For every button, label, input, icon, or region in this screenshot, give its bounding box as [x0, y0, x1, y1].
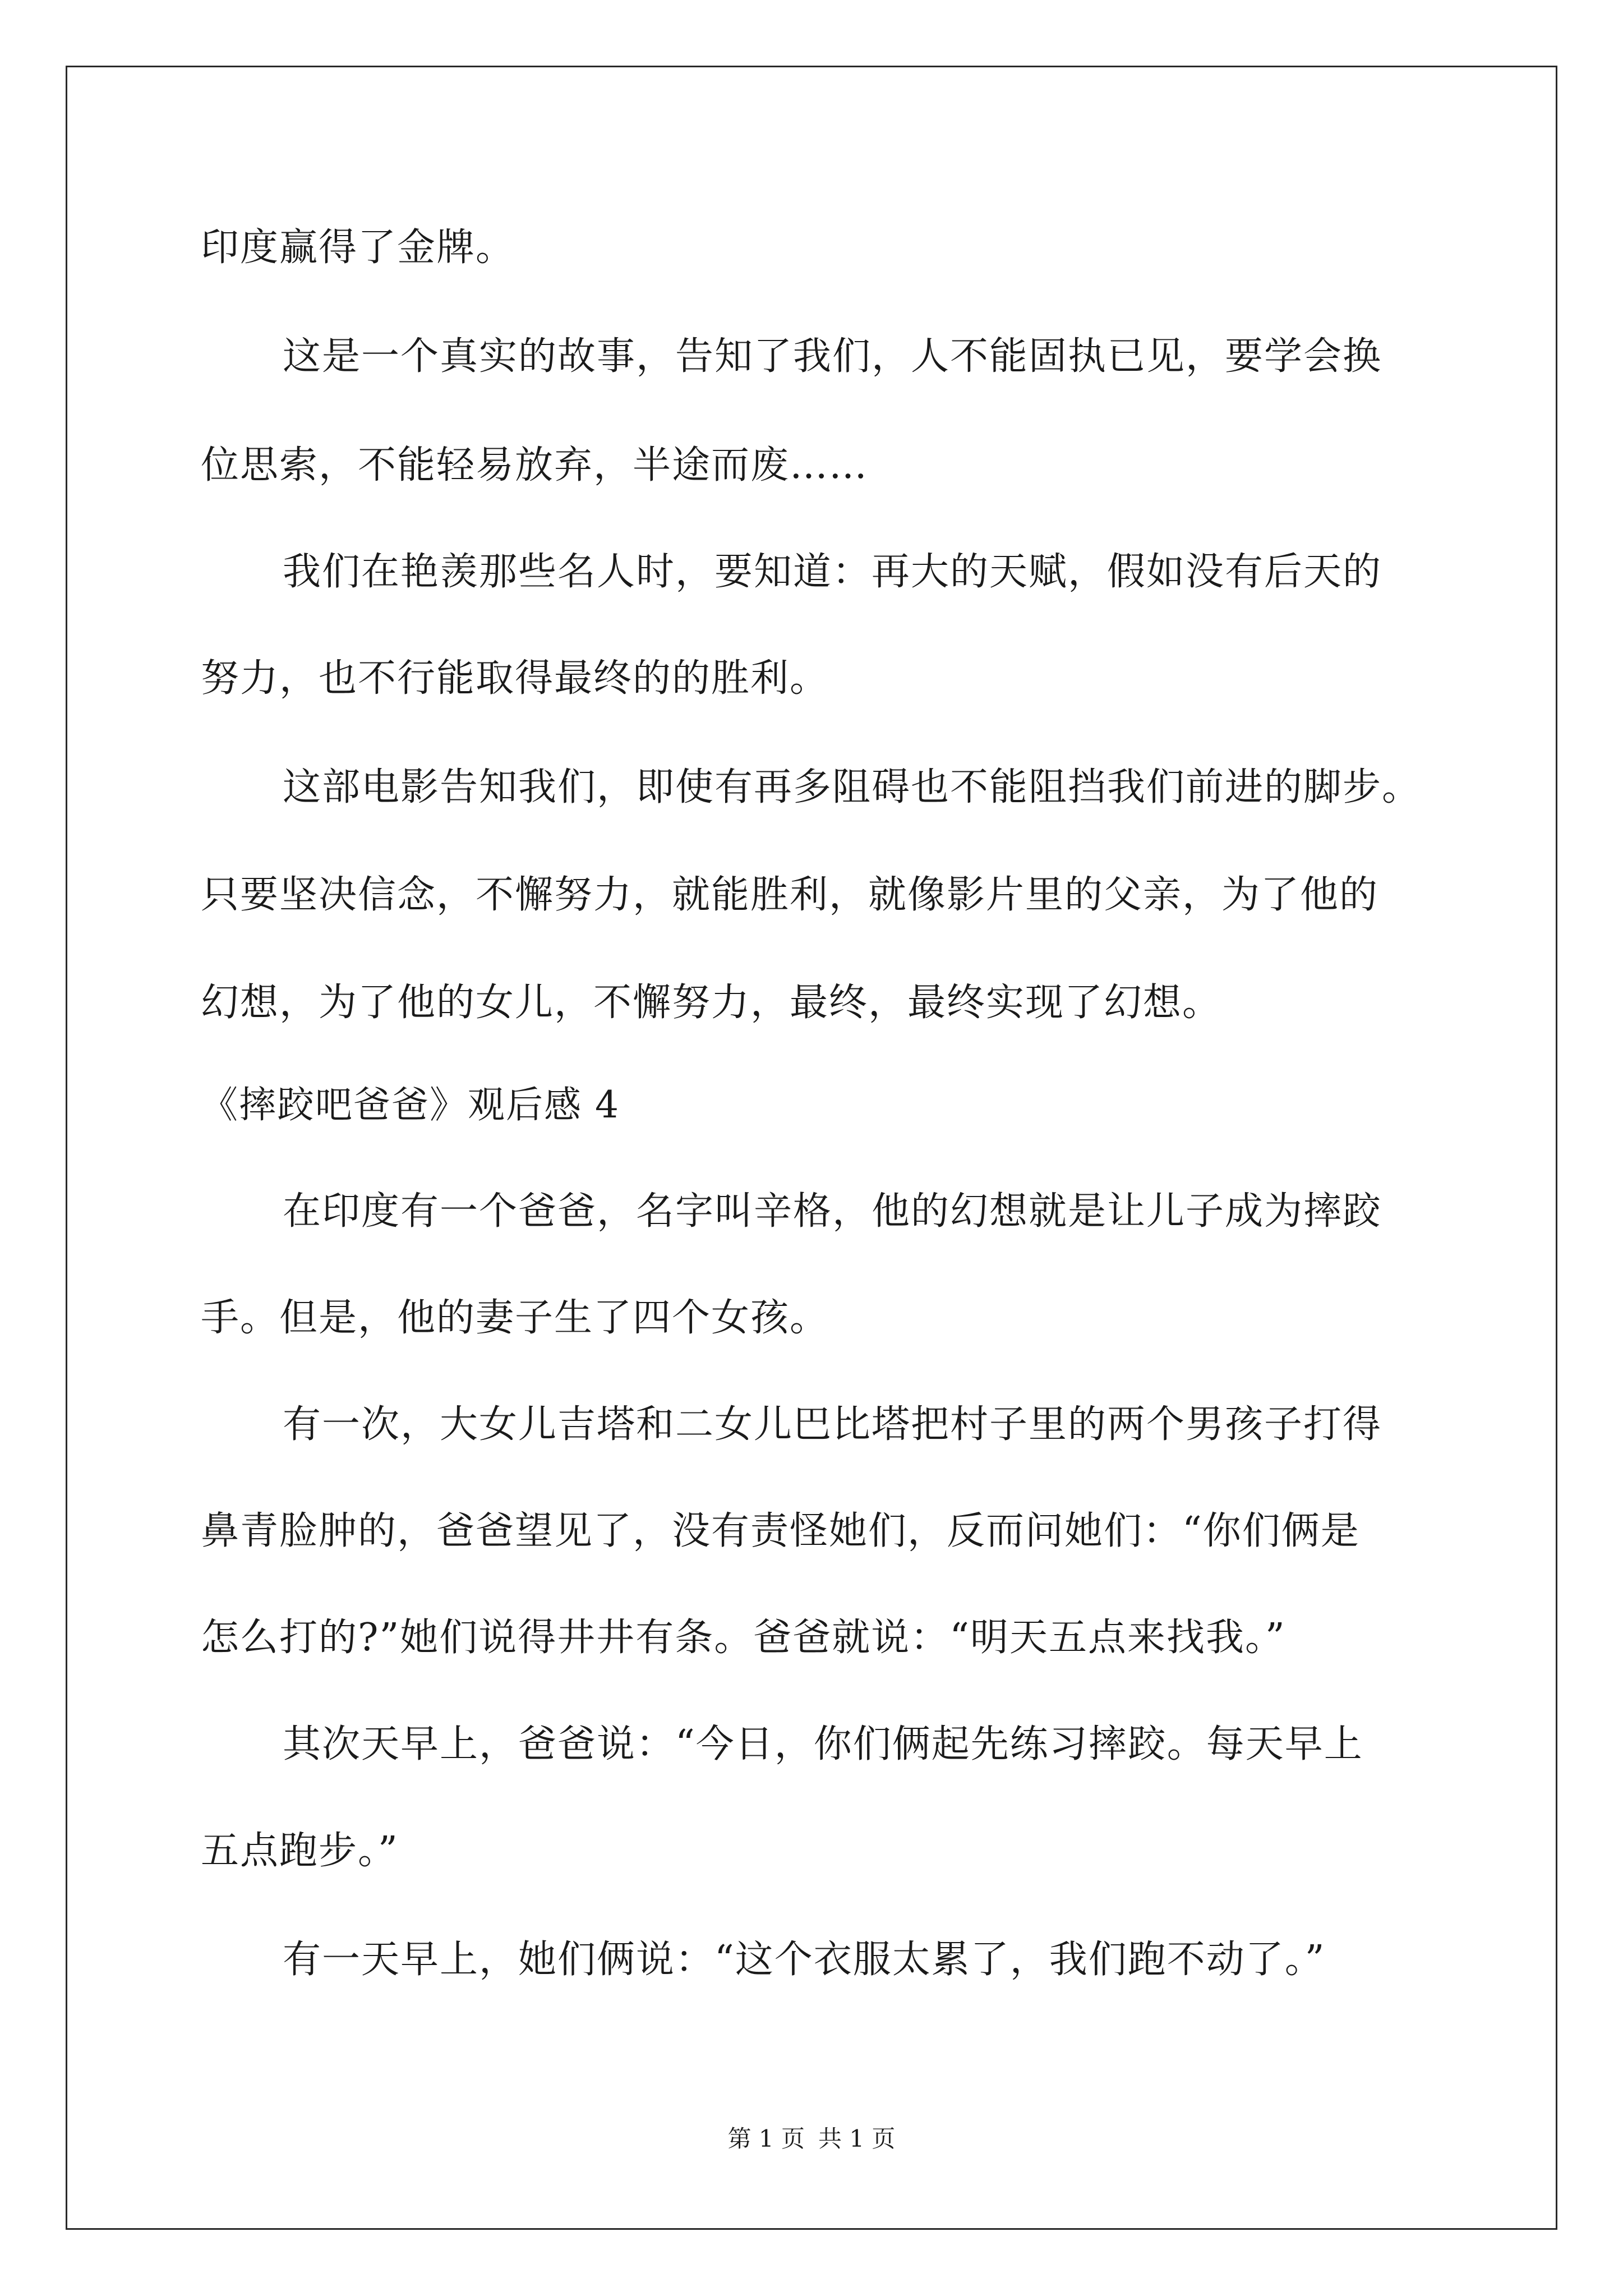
section-heading: 《摔跤吧爸爸》观后感 4: [201, 1083, 620, 1126]
page-number: 第 1 页: [727, 2125, 805, 2152]
text-line-14: 怎么打的?”她们说得井井有条。爸爸就说：“明天五点来找我。”: [201, 1616, 1286, 1660]
text-line-13: 鼻青脸肿的，爸爸望见了，没有责怪她们，反而问她们：“你们俩是: [201, 1509, 1360, 1553]
text-line-7: 只要坚决信念，不懈努力，就能胜利，就像影片里的父亲，为了他的: [201, 873, 1379, 917]
page-total: 共 1 页: [818, 2125, 896, 2152]
text-line-3: 位思索，不能轻易放弃，半途而废……: [201, 443, 869, 487]
text-line-4: 我们在艳羡那些名人时，要知道：再大的天赋，假如没有后天的: [283, 550, 1382, 594]
text-line-1: 印度赢得了金牌。: [201, 226, 515, 270]
text-line-16: 五点跑步。”: [201, 1829, 399, 1873]
text-line-2: 这是一个真实的故事，告知了我们，人不能固执已见，要学会换: [283, 334, 1382, 379]
text-line-15: 其次天早上，爸爸说：“今日，你们俩起先练习摔跤。每天早上: [283, 1722, 1363, 1766]
text-line-6: 这部电影告知我们，即使有再多阻碍也不能阻挡我们前进的脚步。: [283, 765, 1422, 809]
text-line-10: 在印度有一个爸爸，名字叫辛格，他的幻想就是让儿子成为摔跤: [283, 1189, 1382, 1234]
text-line-11: 手。但是，他的妻子生了四个女孩。: [201, 1296, 829, 1340]
text-line-17: 有一天早上，她们俩说：“这个衣服太累了，我们跑不动了。”: [283, 1938, 1326, 1982]
text-line-12: 有一次，大女儿吉塔和二女儿巴比塔把村子里的两个男孩子打得: [283, 1402, 1382, 1447]
page-footer: [0, 2125, 1623, 2153]
text-line-8: 幻想，为了他的女儿，不懈努力，最终，最终实现了幻想。: [201, 981, 1222, 1025]
text-line-5: 努力，也不行能取得最终的的胜利。: [201, 656, 829, 701]
page-border: [66, 66, 1557, 2230]
